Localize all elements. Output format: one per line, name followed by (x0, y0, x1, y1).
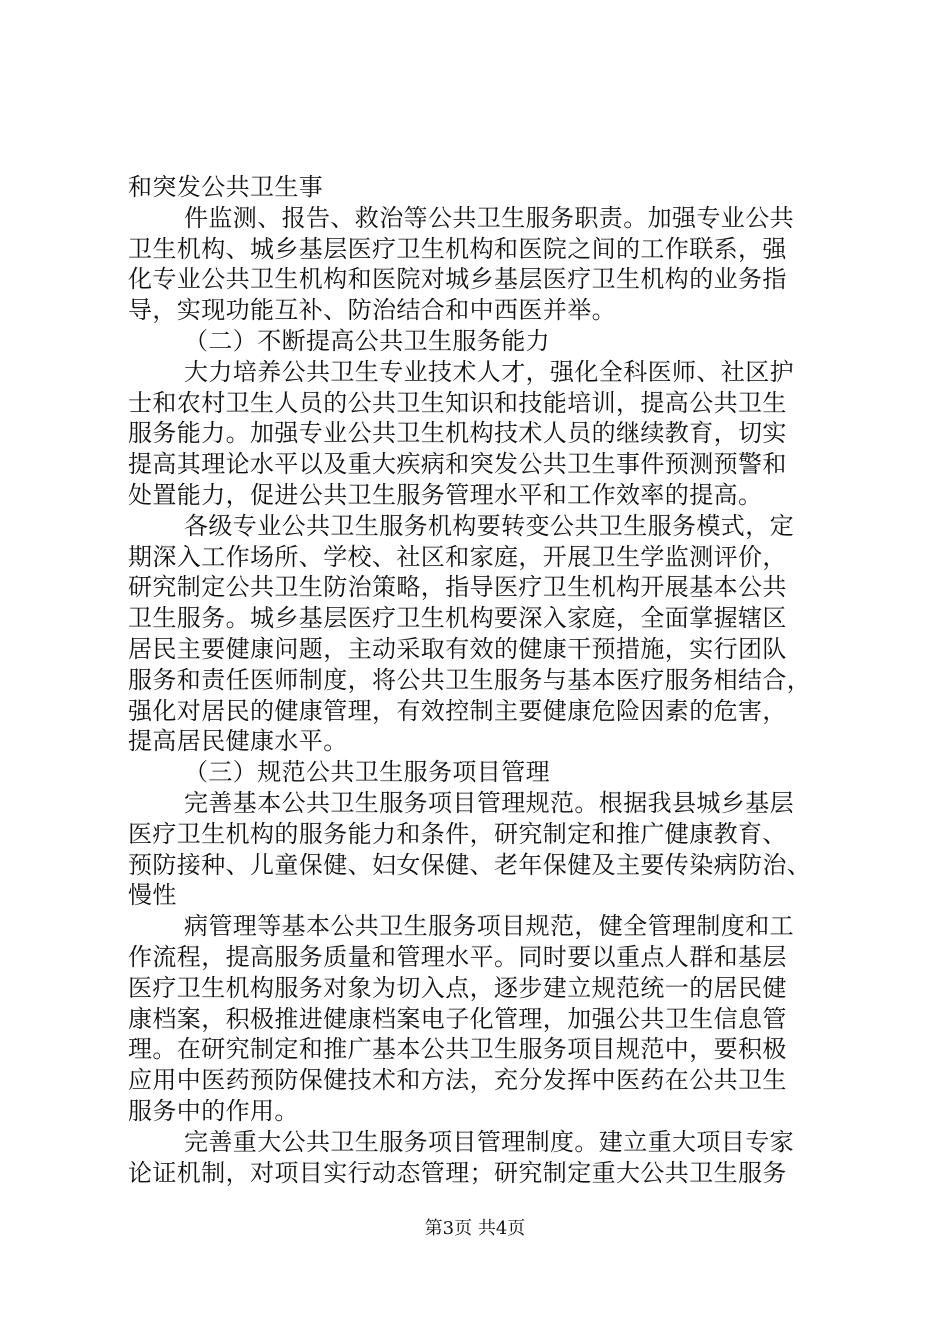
page-footer: 第3页 共4页 (424, 1218, 526, 1239)
text-line: 服务和责任医师制度，将公共卫生服务与基本医疗服务相结合， (128, 665, 812, 694)
text-line: 作流程，提高服务质量和管理水平。同时要以重点人群和基层 (128, 942, 787, 971)
text-line: 士和农村卫生人员的公共卫生知识和技能培训，提高公共卫生 (128, 388, 787, 417)
text-line: 卫生服务。城乡基层医疗卫生机构要深入家庭，全面掌握辖区 (128, 604, 787, 633)
text-line: 研究制定公共卫生防治策略，指导医疗卫生机构开展基本公共 (128, 573, 787, 602)
text-line: 完善基本公共卫生服务项目管理规范。根据我县城乡基层 (184, 788, 794, 817)
text-line: 件监测、报告、救治等公共卫生服务职责。加强专业公共 (184, 203, 794, 232)
text-line: 提高其理论水平以及重大疾病和突发公共卫生事件预测预警和 (128, 450, 787, 479)
text-line: 理。在研究制定和推广基本公共卫生服务项目规范中，要积极 (128, 1035, 787, 1064)
text-line: 强化对居民的健康管理，有效控制主要健康危险因素的危害， (128, 696, 787, 725)
text-line: 期深入工作场所、学校、社区和家庭，开展卫生学监测评价， (128, 542, 787, 571)
text-line: 慢性 (128, 881, 177, 910)
text-line: 提高居民健康水平。 (128, 727, 348, 756)
text-line: 康档案，积极推进健康档案电子化管理，加强公共卫生信息管 (128, 1004, 787, 1033)
text-line: （二）不断提高公共卫生服务能力 (184, 326, 550, 355)
text-line: 和突发公共卫生事 (128, 173, 324, 201)
text-line: 居民主要健康问题，主动采取有效的健康干预措施，实行团队 (128, 634, 787, 663)
text-line: 卫生机构、城乡基层医疗卫生机构和医院之间的工作联系，强 (128, 234, 787, 263)
text-line: 应用中医药预防保健技术和方法，充分发挥中医药在公共卫生 (128, 1066, 787, 1095)
text-line: 服务中的作用。 (128, 1096, 299, 1125)
text-line: 医疗卫生机构服务对象为切入点，逐步建立规范统一的居民健 (128, 973, 787, 1002)
text-line: 论证机制，对项目实行动态管理；研究制定重大公共卫生服务 (128, 1158, 787, 1187)
document-body (128, 172, 840, 1188)
text-line: 各级专业公共卫生服务机构要转变公共卫生服务模式，定 (184, 511, 794, 540)
text-line: 大力培养公共卫生专业技术人才，强化全科医师、社区护 (184, 357, 794, 386)
text-line: （三）规范公共卫生服务项目管理 (184, 758, 550, 787)
text-line: 预防接种、儿童保健、妇女保健、老年保健及主要传染病防治、 (128, 850, 812, 879)
text-line: 完善重大公共卫生服务项目管理制度。建立重大项目专家 (184, 1127, 794, 1156)
text-line: 医疗卫生机构的服务能力和条件，研究制定和推广健康教育、 (128, 819, 787, 848)
text-line: 病管理等基本公共卫生服务项目规范，健全管理制度和工 (184, 912, 794, 941)
text-line: 导，实现功能互补、防治结合和中西医并举。 (128, 296, 616, 325)
text-line: 化专业公共卫生机构和医院对城乡基层医疗卫生机构的业务指 (128, 265, 787, 294)
text-line: 服务能力。加强专业公共卫生机构技术人员的继续教育，切实 (128, 419, 787, 448)
text-line: 处置能力，促进公共卫生服务管理水平和工作效率的提高。 (128, 480, 763, 509)
